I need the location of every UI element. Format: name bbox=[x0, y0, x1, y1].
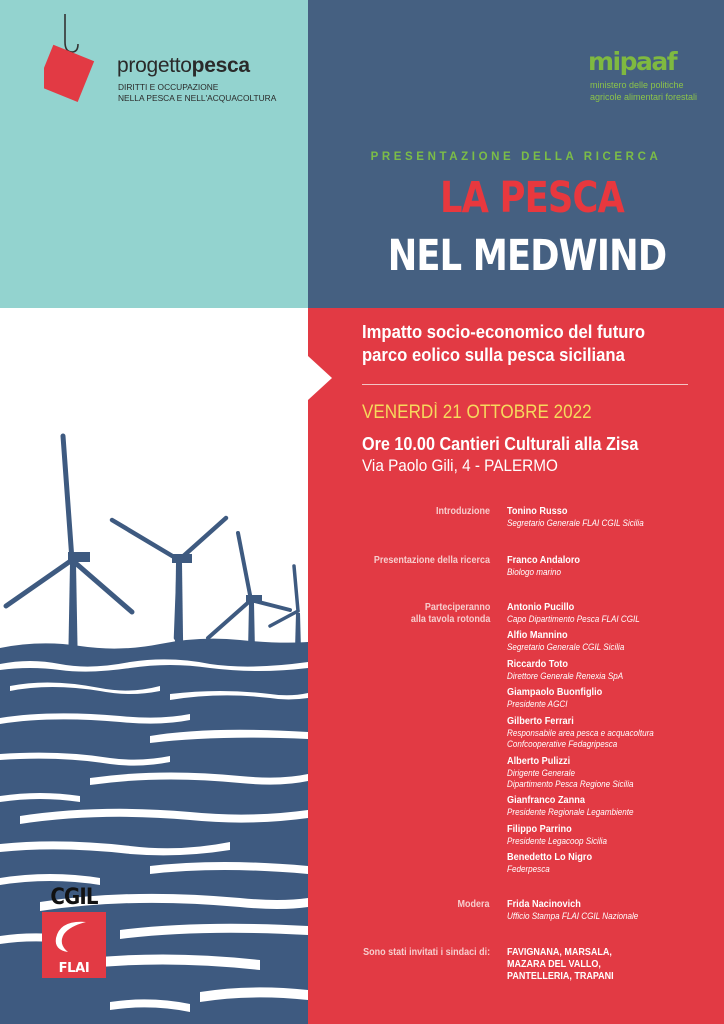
intro-label: Introduzione bbox=[436, 506, 490, 517]
research-speaker: Franco Andaloro Biologo marino bbox=[507, 555, 581, 577]
sickle-icon bbox=[42, 912, 106, 960]
panelist: Gilberto Ferrari Responsabile area pesca e acquacoltura Confcooperative Fedagripesca bbox=[507, 716, 654, 749]
flai-wordmark: FLAI bbox=[58, 961, 90, 976]
event-time-place: Ore 10.00 Cantieri Culturali alla Zisa bbox=[362, 434, 639, 454]
panelist: Antonio Pucillo Capo Dipartimento Pesca FLAI CGIL bbox=[507, 602, 640, 624]
invited-towns: FAVIGNANA, MARSALA, MAZARA DEL VALLO, PANTELLERIA, TRAPANI bbox=[507, 947, 614, 982]
mipaaf-subtitle: ministero delle politiche agricole alimentari forestali bbox=[590, 80, 698, 102]
panel-notch bbox=[308, 356, 332, 400]
progettopesca-name: progettopesca bbox=[117, 54, 250, 77]
moderator: Frida Nacinovich Ufficio Stampa FLAI CGIL Nazionale bbox=[507, 899, 639, 921]
kicker-text: PRESENTAZIONE DELLA RICERCA bbox=[370, 151, 662, 163]
moderator-label: Modera bbox=[457, 899, 490, 910]
panelist: Alberto Pulizzi Dirigente Generale Dipartimento Pesca Regione Sicilia bbox=[507, 756, 634, 789]
event-date: VENERDÌ 21 OTTOBRE 2022 bbox=[362, 402, 592, 423]
cgil-wordmark: CGIL bbox=[50, 885, 98, 910]
research-label: Presentazione della ricerca bbox=[373, 555, 490, 566]
mipaaf-wordmark: mipaaf bbox=[588, 47, 677, 75]
panelist: Giampaolo Buonfiglio Presidente AGCI bbox=[507, 687, 603, 709]
subtitle: Impatto socio-economico del futuro parco eolico sulla pesca siciliana bbox=[362, 321, 646, 365]
event-address: Via Paolo Gili, 4 - PALERMO bbox=[362, 456, 558, 475]
panelist: Gianfranco Zanna Presidente Regionale Legambiente bbox=[507, 795, 634, 817]
intro-speaker: Tonino Russo Segretario Generale FLAI CGIL Sicilia bbox=[507, 506, 644, 528]
title-line-1: LA PESCA bbox=[440, 173, 624, 223]
panelist: Filippo Parrino Presidente Legacoop Sicilia bbox=[507, 824, 607, 846]
flai-badge bbox=[42, 912, 106, 978]
invited-label: Sono stati invitati i sindaci di: bbox=[362, 947, 490, 958]
panelist: Riccardo Toto Direttore Generale Renexia SpA bbox=[507, 659, 624, 681]
cgil-flai-logo bbox=[40, 884, 108, 980]
progettopesca-tagline: DIRITTI E OCCUPAZIONE NELLA PESCA E NELL'ACQUACOLTURA bbox=[118, 82, 277, 103]
roundtable-label: Parteciperanno alla tavola rotonda bbox=[410, 602, 490, 625]
mipaaf-logo-icon bbox=[588, 47, 684, 75]
divider bbox=[362, 384, 688, 385]
panelist: Alfio Mannino Segretario Generale CGIL Sicilia bbox=[507, 630, 625, 652]
panelist: Benedetto Lo Nigro Federpesca bbox=[507, 852, 593, 874]
title-line-2: NEL MEDWIND bbox=[387, 231, 667, 281]
